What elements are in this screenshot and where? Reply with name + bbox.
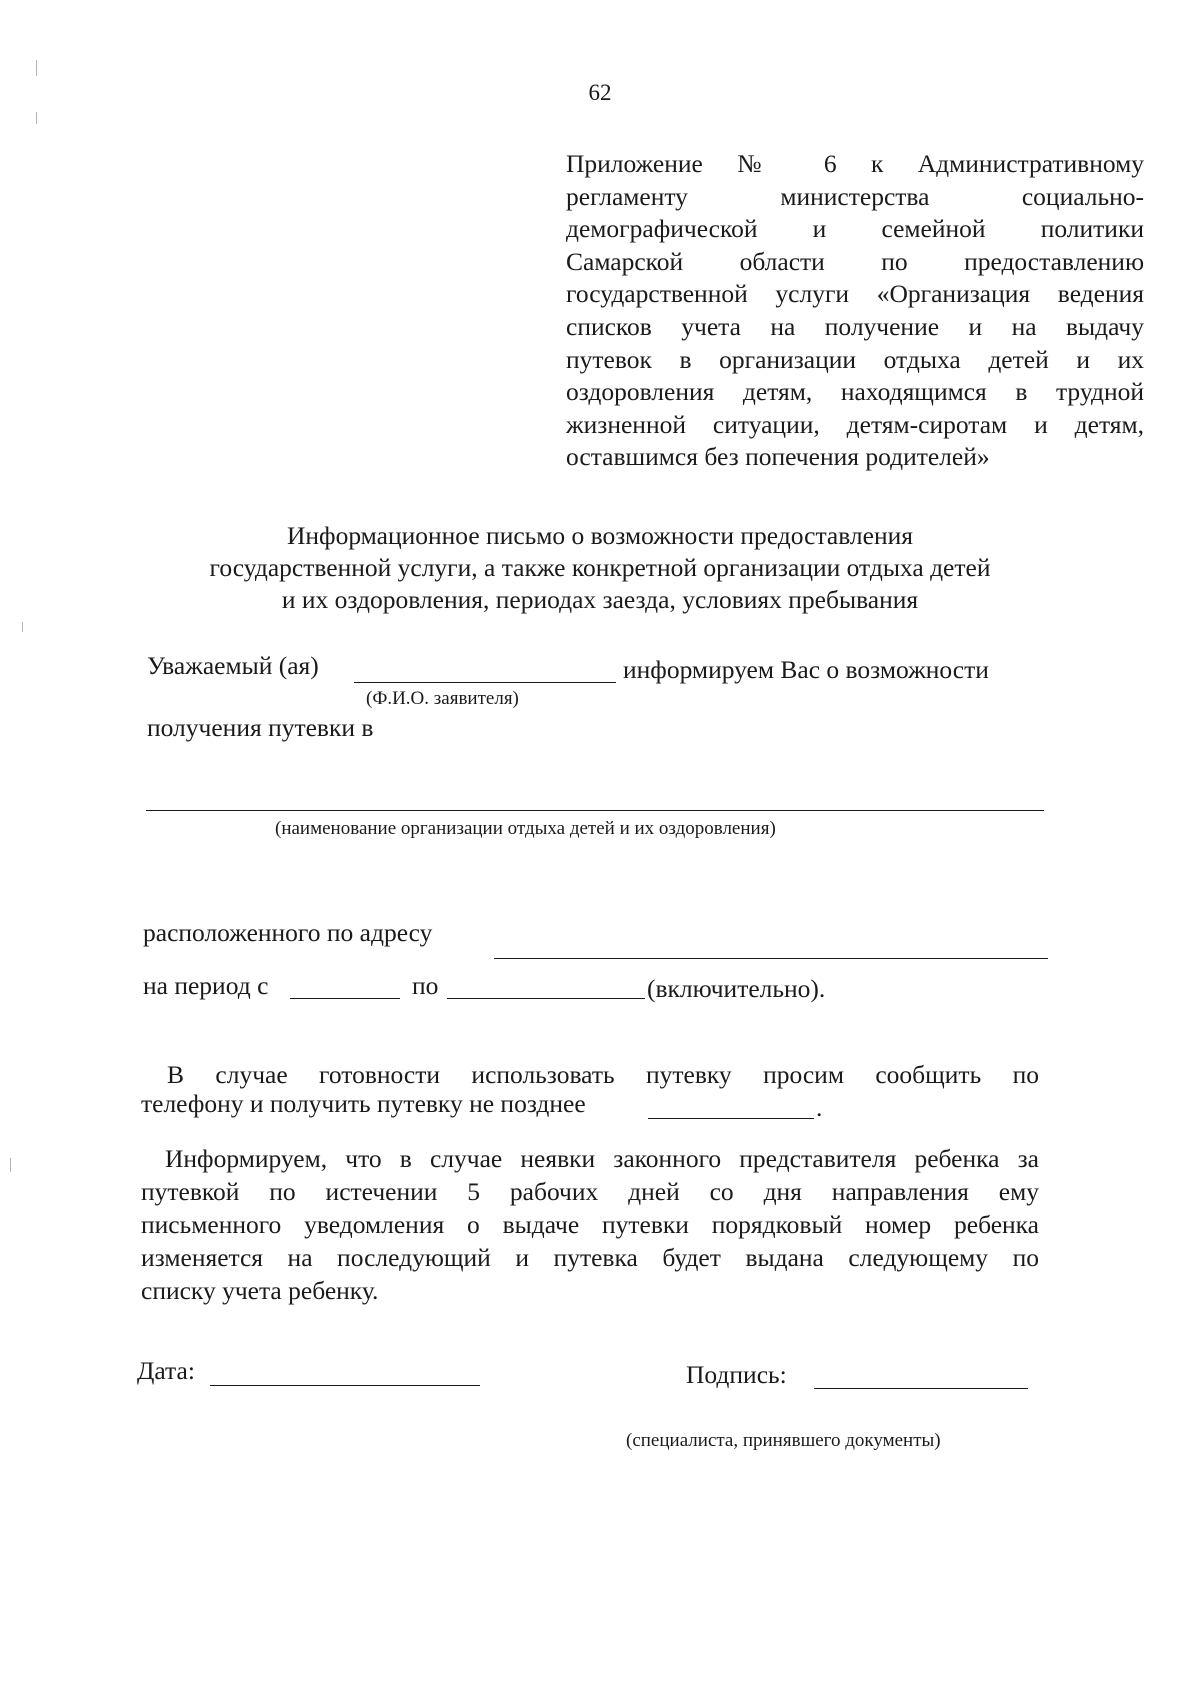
warning-line: Информируем, что в случае неявки законного представителя ребенка за xyxy=(165,1144,1039,1173)
appendix-line: демографической и семейной политики xyxy=(566,214,1144,244)
signature-caption: (специалиста, принявшего документы) xyxy=(626,1430,941,1451)
document-title xyxy=(100,520,1100,616)
appendix-line: жизненной ситуации, детям-сиротам и детям, xyxy=(566,409,1144,439)
greeting-prefix: Уважаемый (ая) xyxy=(147,651,319,680)
readiness-end: . xyxy=(816,1093,823,1122)
warning-paragraph xyxy=(141,1142,1039,1307)
readiness-paragraph xyxy=(141,1058,1039,1091)
title-line: и их оздоровления, периодах заезда, условиях пребывания xyxy=(281,585,919,614)
warning-line: письменного уведомления о выдаче путевки порядковый номер ребенка xyxy=(141,1210,1039,1239)
readiness-line: В случае готовности использовать путевку просим сообщить по xyxy=(167,1060,1039,1089)
appendix-line: государственной услуги «Организация ведения xyxy=(566,279,1144,309)
period-inclusive: (включительно). xyxy=(647,974,826,1003)
address-field[interactable] xyxy=(494,958,1048,959)
period-from-label: на период с xyxy=(143,971,269,1000)
signature-label: Подпись: xyxy=(686,1360,787,1389)
scan-mark xyxy=(10,1158,11,1172)
appendix-line: Приложение № 6 к Административному xyxy=(566,149,1144,178)
period-from-field[interactable] xyxy=(290,998,400,999)
date-label: Дата: xyxy=(137,1356,195,1385)
title-line: государственной услуги, а также конкретной организации отдыха детей xyxy=(209,553,991,582)
appendix-line: оздоровления детям, находящимся в трудной xyxy=(566,377,1144,407)
warning-line: списку учета ребенку. xyxy=(141,1276,379,1305)
greeting-suffix: информируем Вас о возможности xyxy=(623,655,989,684)
applicant-name-field[interactable] xyxy=(354,682,616,683)
address-label: расположенного по адресу xyxy=(143,918,433,947)
scan-mark xyxy=(36,112,37,124)
deadline-field[interactable] xyxy=(648,1118,814,1119)
date-field[interactable] xyxy=(210,1385,480,1386)
greeting-continuation: получения путевки в xyxy=(147,713,374,742)
applicant-name-caption: (Ф.И.О. заявителя) xyxy=(366,688,519,709)
signature-field[interactable] xyxy=(814,1388,1028,1389)
period-to-field[interactable] xyxy=(447,998,645,999)
readiness-line: телефону и получить путевку не позднее xyxy=(141,1089,586,1118)
appendix-line: путевок в организации отдыха детей и их xyxy=(566,344,1144,374)
appendix-line: Самарской области по предоставлению xyxy=(566,246,1144,276)
appendix-header xyxy=(566,148,1144,474)
appendix-line: списков учета на получение и на выдачу xyxy=(566,311,1144,341)
organization-name-field[interactable] xyxy=(146,810,1044,811)
period-to-label: по xyxy=(412,971,439,1000)
scan-mark xyxy=(22,622,23,632)
organization-caption: (наименование организации отдыха детей и их оздоровления) xyxy=(275,818,776,839)
warning-line: путевкой по истечении 5 рабочих дней со дня направления ему xyxy=(141,1177,1039,1206)
appendix-line: регламенту министерства социально- xyxy=(566,181,1144,211)
title-line: Информационное письмо о возможности предоставления xyxy=(286,521,913,550)
page-number: 62 xyxy=(588,80,612,105)
scan-mark xyxy=(36,60,37,76)
appendix-line: оставшимся без попечения родителей» xyxy=(566,442,990,472)
warning-line: изменяется на последующий и путевка будет выдана следующему по xyxy=(141,1243,1039,1272)
